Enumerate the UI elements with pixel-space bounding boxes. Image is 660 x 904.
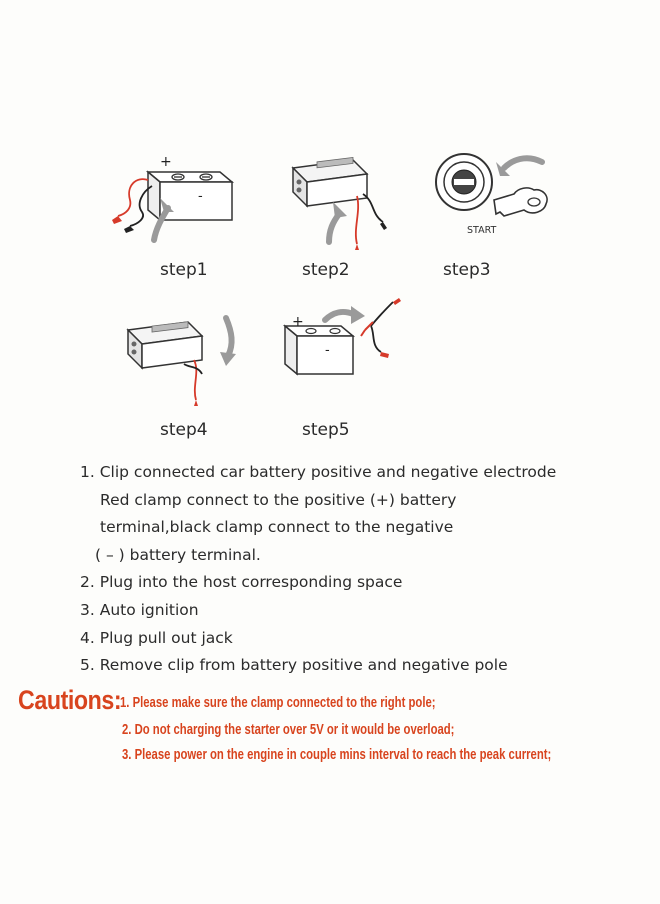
instruction-3: 3. Auto ignition bbox=[80, 600, 199, 619]
instruction-1-detail-a: Red clamp connect to the positive (+) battery bbox=[100, 490, 457, 509]
instruction-1-detail-b: terminal,black clamp connect to the negative bbox=[100, 518, 454, 537]
caution-3: 3. Please power on the engine in couple mins interval to reach the peak current; bbox=[122, 747, 552, 763]
step4-label: step4 bbox=[160, 420, 208, 440]
step5-label: step5 bbox=[302, 420, 350, 440]
step3-label: step3 bbox=[443, 260, 491, 280]
instruction-2: 2. Plug into the host corresponding space bbox=[80, 573, 403, 592]
positive-sign-step5: + bbox=[292, 314, 304, 330]
negative-sign: - bbox=[198, 189, 203, 204]
instruction-5: 5. Remove clip from battery positive and negative pole bbox=[80, 656, 508, 675]
step1-illustration bbox=[108, 152, 238, 244]
start-label: START bbox=[467, 225, 497, 236]
step3-illustration bbox=[430, 148, 560, 240]
instruction-4: 4. Plug pull out jack bbox=[80, 628, 233, 647]
negative-sign-step5: - bbox=[325, 343, 330, 358]
step1-label: step1 bbox=[160, 260, 208, 280]
step2-illustration bbox=[275, 150, 395, 250]
step2-label: step2 bbox=[302, 260, 350, 280]
cautions-title: Cautions: bbox=[18, 685, 122, 715]
caution-1: 1. Please make sure the clamp connected to the right pole; bbox=[120, 695, 436, 711]
positive-sign: + bbox=[160, 154, 172, 170]
caution-2: 2. Do not charging the starter over 5V or it would be overload; bbox=[122, 722, 455, 738]
instructions-list bbox=[80, 459, 650, 680]
step5-illustration bbox=[275, 296, 405, 386]
instruction-1: 1. Clip connected car battery positive and negative electrode bbox=[80, 463, 557, 481]
step4-illustration bbox=[120, 308, 250, 406]
instruction-1-detail-c: ( – ) battery terminal. bbox=[95, 545, 261, 564]
